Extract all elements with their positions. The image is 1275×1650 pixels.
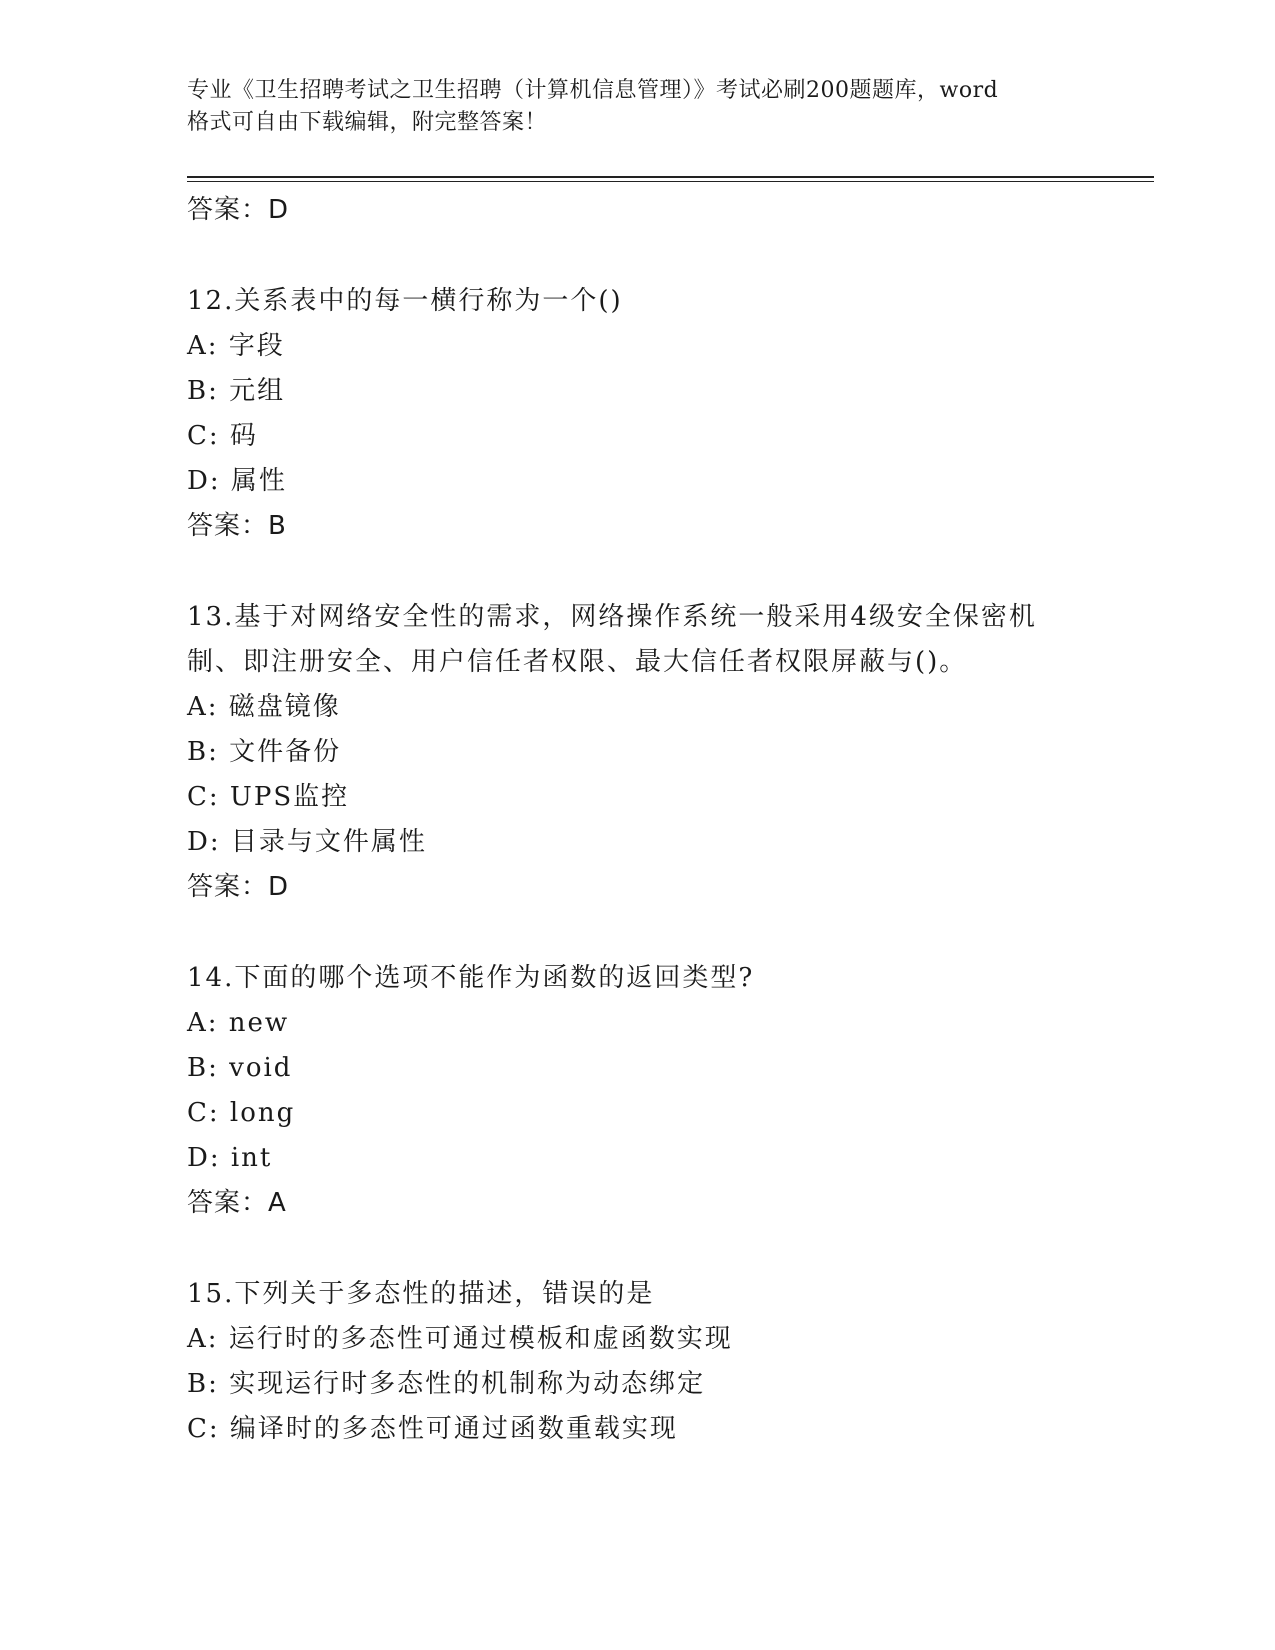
question-text: 14.下面的哪个选项不能作为函数的返回类型? xyxy=(187,963,755,993)
question-14 xyxy=(187,956,1087,1226)
option-c: C: long xyxy=(187,1098,296,1128)
header-rule-thick xyxy=(187,176,1154,178)
answer-13: 答案：D xyxy=(187,872,290,902)
question-12 xyxy=(187,279,1087,549)
option-c: C: 编译时的多态性可通过函数重载实现 xyxy=(187,1414,678,1444)
option-a: A: 磁盘镜像 xyxy=(187,692,341,722)
option-b: B: 文件备份 xyxy=(187,737,342,767)
spacer xyxy=(187,910,1087,956)
header-line-1: 专业《卫生招聘考试之卫生招聘（计算机信息管理）》考试必刷200题题库，word xyxy=(187,78,999,103)
question-text: 15.下列关于多态性的描述，错误的是 xyxy=(187,1279,655,1309)
option-d: D: int xyxy=(187,1143,273,1173)
option-c: C: UPS监控 xyxy=(187,782,350,812)
answer-11: 答案：D xyxy=(187,195,290,225)
answer-14: 答案：A xyxy=(187,1188,287,1218)
option-c: C: 码 xyxy=(187,421,258,451)
spacer xyxy=(187,549,1087,595)
header-rule-thin xyxy=(187,181,1154,182)
question-list xyxy=(187,188,1087,1452)
question-13 xyxy=(187,595,1087,910)
question-text-line-2: 制、即注册安全、用户信任者权限、最大信任者权限屏蔽与()。 xyxy=(187,647,968,677)
option-d: D: 属性 xyxy=(187,466,287,496)
question-text-line-1: 13.基于对网络安全性的需求，网络操作系统一般采用4级安全保密机 xyxy=(187,602,1037,632)
document-header xyxy=(187,75,1087,139)
question-15 xyxy=(187,1272,1087,1452)
option-b: B: 实现运行时多态性的机制称为动态绑定 xyxy=(187,1369,706,1399)
option-b: B: void xyxy=(187,1053,293,1083)
option-a: A: 字段 xyxy=(187,331,285,361)
answer-12: 答案：B xyxy=(187,511,287,541)
question-text: 12.关系表中的每一横行称为一个() xyxy=(187,286,623,316)
option-d: D: 目录与文件属性 xyxy=(187,827,427,857)
option-a: A: 运行时的多态性可通过模板和虚函数实现 xyxy=(187,1324,733,1354)
option-a: A: new xyxy=(187,1008,290,1038)
spacer xyxy=(187,233,1087,279)
header-line-2: 格式可自由下载编辑，附完整答案！ xyxy=(187,110,548,135)
spacer xyxy=(187,1226,1087,1272)
option-b: B: 元组 xyxy=(187,376,286,406)
